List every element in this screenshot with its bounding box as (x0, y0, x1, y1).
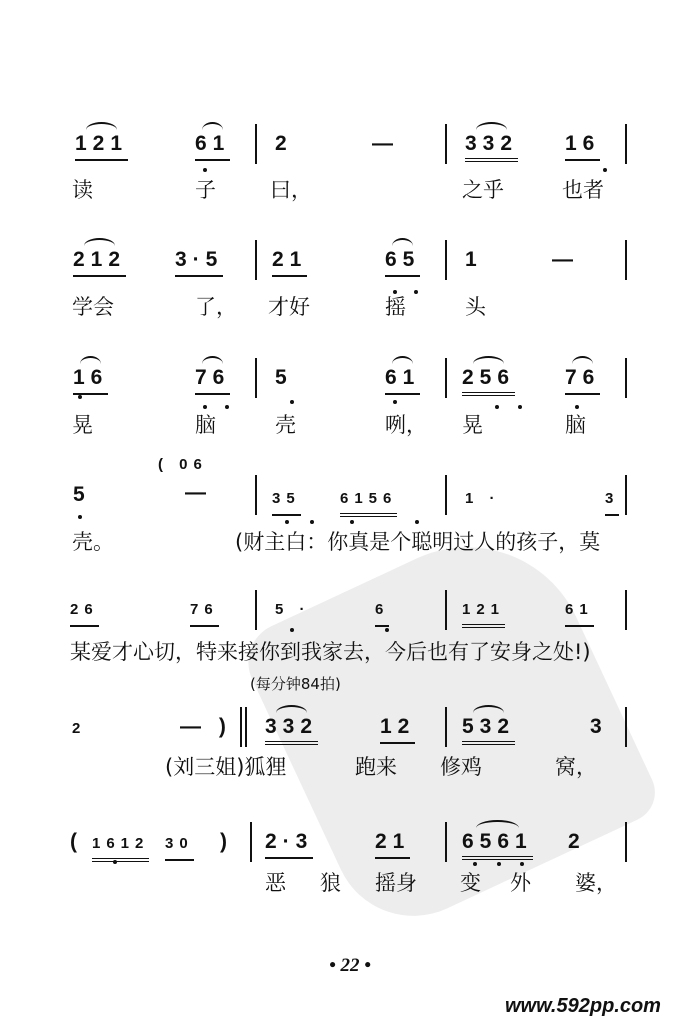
barline (625, 124, 627, 164)
lyric: 晃 (72, 413, 93, 437)
note-group: 2 (275, 132, 293, 155)
barline (445, 822, 447, 862)
note-group: ( (70, 830, 83, 853)
lyric: 曰， (270, 178, 312, 202)
lyric: 脑 (195, 413, 216, 437)
octave-dot (495, 405, 499, 409)
website-watermark: www.592pp.com (505, 995, 661, 1017)
octave-dot (310, 520, 314, 524)
lyric: 窝， (555, 755, 597, 779)
note-group: 212 (73, 248, 126, 277)
note-group: 6 (375, 598, 389, 627)
lyric: 头 (465, 295, 486, 319)
octave-dot (415, 520, 419, 524)
octave-dot (497, 862, 501, 866)
lyric: 某爱才心切，特来接你到我家去，今后也有了安身之处!) (70, 640, 591, 664)
note-group: ) (220, 830, 233, 853)
note-group: 3·5 (175, 248, 223, 277)
note-group: 532 (462, 715, 515, 745)
note-group: 30 (165, 832, 194, 861)
lyric: 摇身 (375, 871, 417, 895)
barline (255, 590, 257, 630)
lyric: 咧， (385, 413, 427, 437)
lyric: (财主白：你真是个聪明过人的孩子，莫 (235, 530, 601, 554)
note-group: 2·3 (265, 830, 313, 859)
note-group: 61 (565, 598, 594, 627)
octave-dot (113, 860, 117, 864)
lyric: 修鸡 (440, 755, 482, 779)
note-group: 6156 (340, 487, 397, 517)
lyric: 跑来 (355, 755, 397, 779)
barline (445, 358, 447, 398)
note-group: 121 (462, 598, 505, 628)
note-group: 1 (465, 248, 483, 271)
note-group: 21 (272, 248, 307, 277)
lyric: 狼 (320, 871, 341, 895)
note-group: 16 (73, 366, 108, 395)
note-group: ( 06 (158, 456, 208, 473)
note-group: 1612 (92, 832, 149, 862)
barline (255, 475, 257, 515)
barline (445, 707, 447, 747)
lyric: (刘三姐)狐狸 (165, 755, 287, 779)
note-group: 256 (462, 366, 515, 396)
barline (250, 822, 252, 862)
octave-dot (203, 168, 207, 172)
lyric: 壳。 (72, 530, 114, 554)
note-group: 121 (75, 132, 128, 161)
octave-dot (78, 515, 82, 519)
lyric: 子 (195, 178, 216, 202)
note-group: 5 (73, 483, 91, 506)
tempo-marking: (每分钟84拍) (250, 675, 341, 693)
octave-dot (290, 628, 294, 632)
lyric: 变 (460, 871, 481, 895)
barline (625, 590, 627, 630)
lyric: 脑 (565, 413, 586, 437)
note-group: 61 (385, 366, 420, 395)
note-group: 12 (380, 715, 415, 744)
octave-dot (385, 628, 389, 632)
octave-dot (225, 405, 229, 409)
octave-dot (575, 405, 579, 409)
barline (625, 707, 627, 747)
barline (255, 124, 257, 164)
octave-dot (393, 290, 397, 294)
double-barline (240, 707, 247, 747)
barline (625, 358, 627, 398)
note-group: — (552, 248, 579, 271)
octave-dot (473, 862, 477, 866)
note-group: 2 (72, 720, 87, 737)
barline (255, 358, 257, 398)
page-number: • 22 • (329, 955, 371, 976)
note-group: 332 (465, 132, 518, 162)
note-group: — (372, 132, 399, 155)
lyric: 外 (510, 871, 531, 895)
lyric: 学会 (72, 295, 114, 319)
note-group: 1 · (465, 490, 501, 507)
octave-dot (393, 400, 397, 404)
barline (625, 822, 627, 862)
note-group: — (185, 481, 212, 504)
note-group: 332 (265, 715, 318, 745)
note-group: 3 (605, 487, 619, 516)
octave-dot (518, 405, 522, 409)
note-group: — ) (180, 715, 232, 738)
note-group: 5 (275, 366, 293, 389)
barline (625, 240, 627, 280)
octave-dot (285, 520, 289, 524)
lyric: 摇 (385, 295, 406, 319)
barline (625, 475, 627, 515)
note-group: 3 (590, 715, 608, 738)
octave-dot (290, 400, 294, 404)
lyric: 读 (72, 178, 93, 202)
note-group: 76 (565, 366, 600, 395)
note-group: 5 · (275, 601, 311, 618)
note-group: 2 (568, 830, 586, 853)
barline (445, 590, 447, 630)
note-group: 6561 (462, 830, 533, 860)
note-group: 16 (565, 132, 600, 161)
note-group: 76 (190, 598, 219, 627)
octave-dot (603, 168, 607, 172)
barline (255, 240, 257, 280)
note-group: 21 (375, 830, 410, 859)
barline (445, 475, 447, 515)
lyric: 婆， (575, 871, 617, 895)
lyric: 了， (195, 295, 237, 319)
note-group: 61 (195, 132, 230, 161)
lyric: 恶 (265, 871, 286, 895)
lyric: 晃 (462, 413, 483, 437)
octave-dot (350, 520, 354, 524)
barline (445, 240, 447, 280)
barline (445, 124, 447, 164)
note-group: 35 (272, 487, 301, 516)
octave-dot (520, 862, 524, 866)
lyric: 也者 (562, 178, 604, 202)
octave-dot (78, 395, 82, 399)
octave-dot (203, 405, 207, 409)
note-group: 65 (385, 248, 420, 277)
lyric: 才好 (268, 295, 310, 319)
note-group: 26 (70, 598, 99, 627)
lyric: 壳 (275, 413, 296, 437)
lyric: 之乎 (462, 178, 504, 202)
note-group: 76 (195, 366, 230, 395)
octave-dot (414, 290, 418, 294)
